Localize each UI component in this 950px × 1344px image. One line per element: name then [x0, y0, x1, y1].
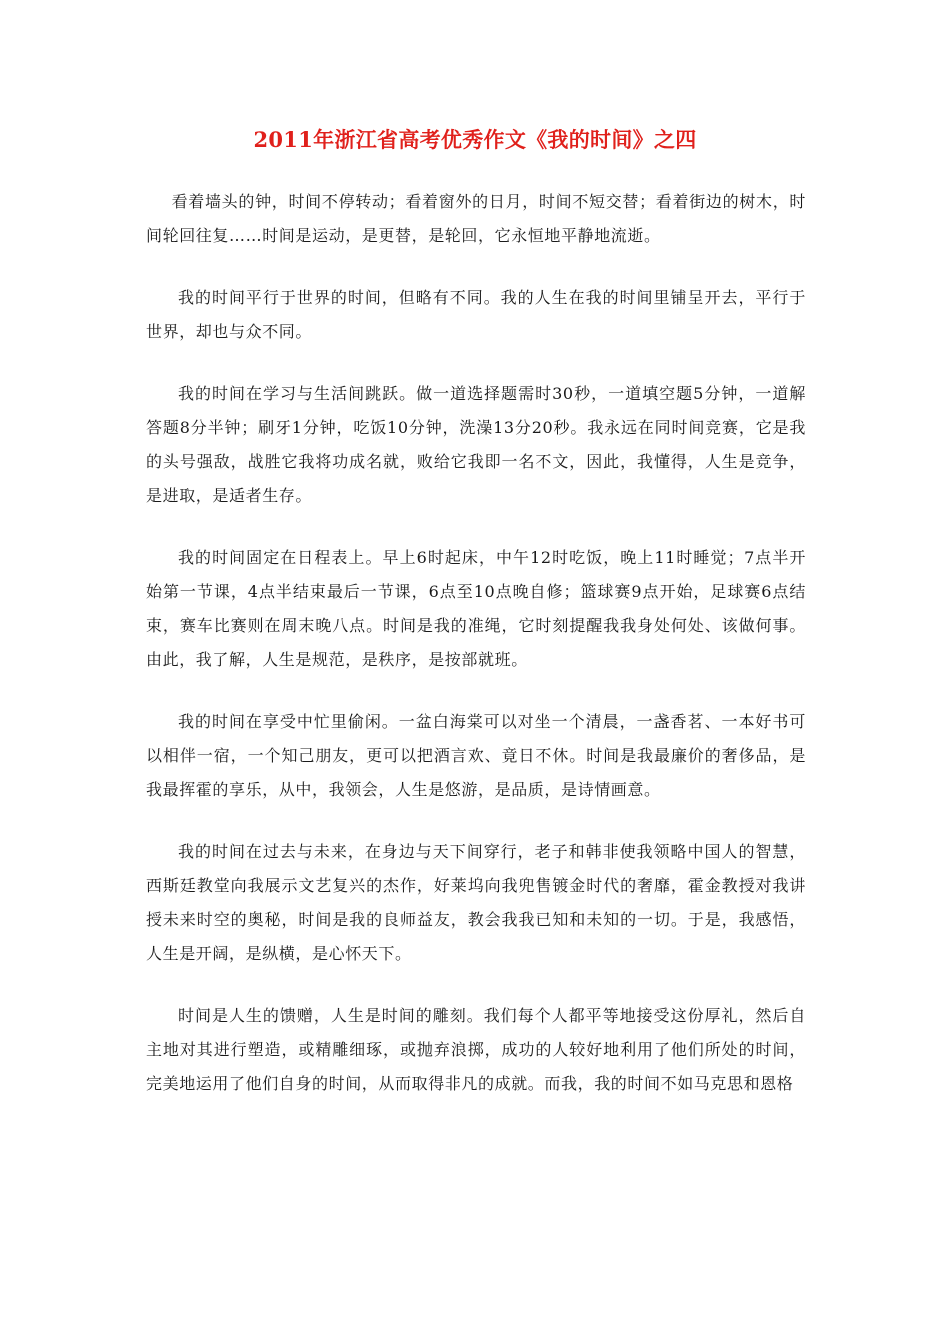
paragraph-4: 我的时间固定在日程表上。早上6时起床，中午12时吃饭，晚上11时睡觉；7点半开始第一节课，4点半结束最后一节课，6点至10点晚自修；篮球赛9点开始，足球赛6点结束，赛车比赛则在周末晚八点。时间是我的准绳，它时刻提醒我我身处何处、该做何事。由此，我了解，人生是规范，是秩序，是按部就班。 [146, 548, 806, 669]
document-title: 2011年浙江省高考优秀作文《我的时间》之四 [253, 127, 697, 152]
paragraph-7: 时间是人生的馈赠，人生是时间的雕刻。我们每个人都平等地接受这份厚礼，然后自主地对其进行塑造，或精雕细琢，或抛弃浪掷，成功的人较好地利用了他们所处的时间，完美地运用了他们自身的时间，从而取得非凡的成就。而我，我的时间不如马克思和恩格 [146, 1006, 806, 1093]
paragraph-6: 我的时间在过去与未来，在身边与天下间穿行，老子和韩非使我领略中国人的智慧，西斯廷教堂向我展示文艺复兴的杰作，好莱坞向我兜售镀金时代的奢靡，霍金教授对我讲授未来时空的奥秘，时间是我的良师益友，教会我我已知和未知的一切。于是，我感悟，人生是开阔，是纵横，是心怀天下。 [146, 842, 806, 963]
paragraph-1: 看着墙头的钟，时间不停转动；看着窗外的日月，时间不短交替；看着街边的树木，时间轮回往复……时间是运动，是更替，是轮回，它永恒地平静地流逝。 [146, 192, 806, 245]
paragraph-2: 我的时间平行于世界的时间，但略有不同。我的人生在我的时间里铺呈开去，平行于世界，却也与众不同。 [146, 288, 806, 341]
paragraph-3: 我的时间在学习与生活间跳跃。做一道选择题需时30秒，一道填空题5分钟，一道解答题8分半钟；刷牙1分钟，吃饭10分钟，洗澡13分20秒。我永远在同时间竞赛，它是我的头号强敌，战胜它我将功成名就，败给它我即一名不文，因此，我懂得，人生是竞争，是进取，是适者生存。 [146, 384, 806, 505]
document-body [146, 185, 806, 1129]
paragraph-5: 我的时间在享受中忙里偷闲。一盆白海棠可以对坐一个清晨，一盏香茗、一本好书可以相伴一宿，一个知己朋友，更可以把酒言欢、竟日不休。时间是我最廉价的奢侈品，是我最挥霍的享乐，从中，我领会，人生是悠游，是品质，是诗情画意。 [146, 712, 806, 799]
